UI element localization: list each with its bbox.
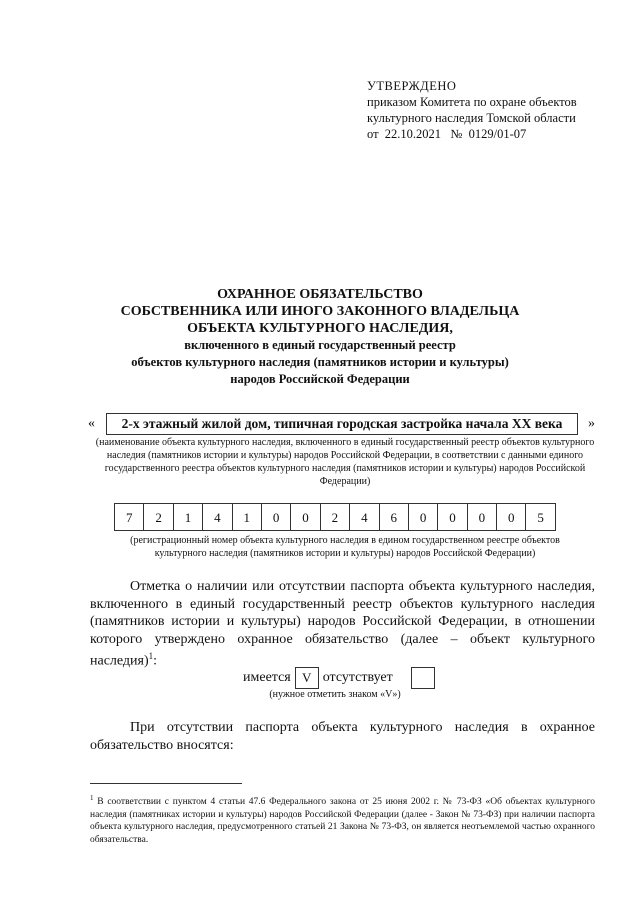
approval-block (367, 78, 617, 142)
registration-digit[interactable]: 0 (496, 503, 526, 531)
registration-digit[interactable]: 5 (525, 503, 555, 531)
registration-digit[interactable]: 4 (202, 503, 232, 531)
registration-digit[interactable]: 0 (290, 503, 320, 531)
registration-digit[interactable]: 2 (143, 503, 173, 531)
registration-number (115, 503, 556, 531)
passport-colon: : (153, 653, 158, 669)
heading-line: ОБЪЕКТА КУЛЬТУРНОГО НАСЛЕДИЯ, (187, 321, 453, 336)
approval-line: культурного наследия Томской области (367, 111, 576, 125)
footnote-ref: 1 (148, 651, 154, 661)
close-quote: » (588, 416, 595, 431)
paragraph-2: При отсутствии паспорта объекта культурного наследия в охранное обязательство вносятся: (90, 720, 595, 753)
document-heading (60, 286, 580, 388)
approval-line: приказом Комитета по охране объектов (367, 95, 577, 109)
passport-mark-row (243, 667, 439, 689)
footnote-divider (90, 783, 242, 784)
registration-caption: (регистрационный номер объекта культурного наследия в едином государственном реестре объектов культурного наследия (памятников истории и культуры) народов Российской Федерации) (130, 535, 560, 559)
approval-date: от 22.10.2021 № 0129/01-07 (367, 127, 527, 141)
registration-digit[interactable]: 0 (437, 503, 467, 531)
passport-text: Отметка о наличии или отсутствии паспорта объекта культурного наследия, включенного в единый государственный реестр объектов культурного наследия (памятников истории и культуры) народов Российской Федерации, в отношении которого утверждено охранное обязательство (далее – объект культурного наследия) (90, 579, 595, 669)
registration-digit[interactable]: 0 (261, 503, 291, 531)
registration-digit[interactable]: 7 (114, 503, 144, 531)
footnote-text: В соответствии с пунктом 4 статьи 47.6 Федерального закона от 25 июня 2002 г. № 73-ФЗ «Об объектах культурного наследия (памятниках истории и культуры) народов Российской Федерации (далее - Закон № 73-ФЗ) при наличии паспорта объекта культурного наследия, предусмотренного статьей 21 Закона № 73-ФЗ, он является неотъемлемой частью охранного обязательства. (90, 797, 595, 845)
passport-paragraph (90, 578, 595, 670)
object-name-field[interactable]: 2-х этажный жилой дом, типичная городская застройка начала XX века (106, 413, 578, 435)
footnote (90, 792, 595, 846)
has-passport-checkbox[interactable]: V (295, 667, 319, 689)
heading-line: включенного в единый государственный реестр (184, 338, 456, 352)
absent-passport-checkbox[interactable] (411, 667, 435, 689)
open-quote: « (88, 416, 95, 431)
heading-line: объектов культурного наследия (памятников истории и культуры) (131, 355, 509, 369)
has-passport-label: имеется (243, 670, 291, 685)
registration-digit[interactable]: 1 (173, 503, 203, 531)
object-name-row (88, 413, 608, 435)
absent-passport-label: отсутствует (322, 670, 393, 685)
registration-digit[interactable]: 6 (379, 503, 409, 531)
heading-line: ОХРАННОЕ ОБЯЗАТЕЛЬСТВО (217, 287, 423, 302)
registration-digit[interactable]: 0 (467, 503, 497, 531)
registration-digit[interactable]: 4 (349, 503, 379, 531)
object-name-caption: (наименование объекта культурного наследия, включенного в единый государственный реестр объектов культурного наследия (памятников истории и культуры) народов Российской Федерации, в соответствии с данными единого государственного реестра объектов культурного наследия (памятников истории и культуры) народов Российской Федерации) (95, 437, 595, 487)
registration-digit[interactable]: 2 (320, 503, 350, 531)
mark-hint: (нужное отметить знаком «V») (269, 689, 401, 700)
heading-line: СОБСТВЕННИКА ИЛИ ИНОГО ЗАКОННОГО ВЛАДЕЛЬЦА (120, 304, 520, 319)
heading-line: народов Российской Федерации (230, 372, 410, 386)
registration-digit[interactable]: 0 (408, 503, 438, 531)
approval-title: УТВЕРЖДЕНО (367, 79, 457, 93)
registration-digit[interactable]: 1 (232, 503, 262, 531)
footnote-number: 1 (90, 794, 94, 802)
